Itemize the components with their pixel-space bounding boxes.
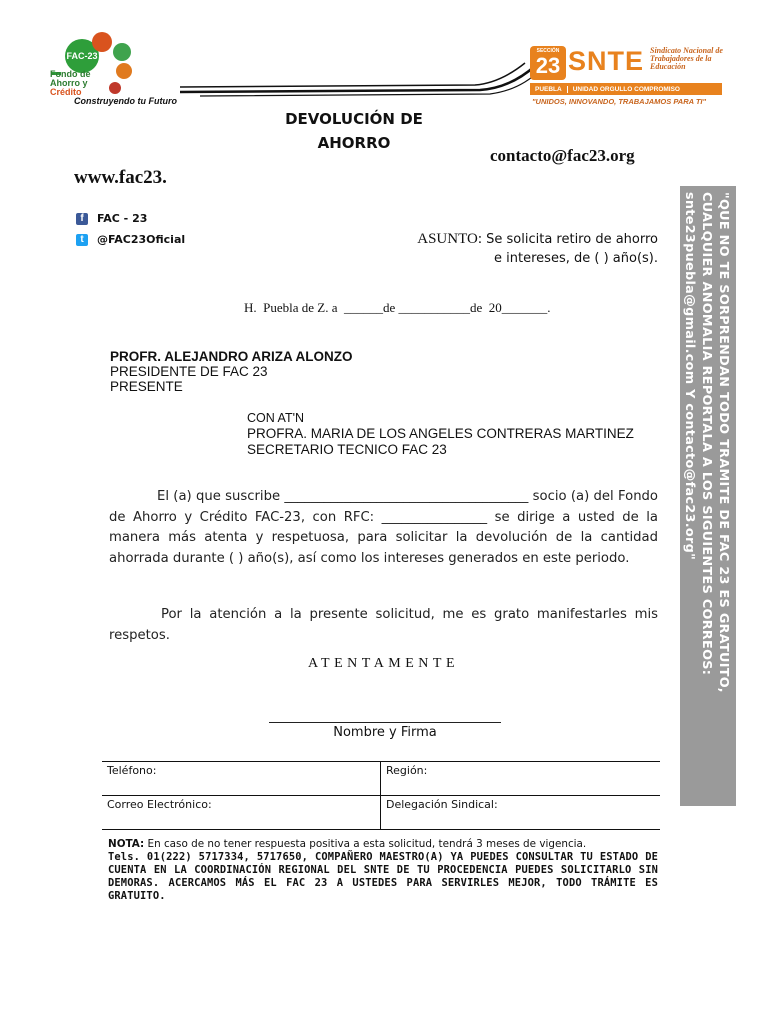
place-date-line: H. Puebla de Z. a ______de ___________de 20_______. (244, 300, 551, 315)
addressee-presente: PRESENTE (110, 379, 183, 394)
fac-name (50, 70, 91, 97)
fac-name-line: Fondo de (50, 69, 91, 79)
website-link[interactable]: www.fac23. (74, 167, 167, 188)
twitter-handle: @FAC23Oficial (97, 233, 186, 246)
table-row (102, 796, 660, 830)
side-banner-line: "QUE NO TE SORPRENDAN TODO TRAMITE DE FAC 23 ES GRATUITO, (716, 192, 731, 693)
subject-line: e intereses, de ( ) año(s). (494, 251, 658, 266)
twitter-icon: t (76, 234, 88, 246)
snte-logo (530, 46, 726, 110)
table-row (102, 762, 660, 796)
region-field[interactable]: Región: (381, 762, 661, 796)
addressee-block (110, 349, 353, 394)
fac-name-line: Ahorro y (50, 78, 88, 88)
attention-name: PROFRA. MARIA DE LOS ANGELES CONTRERAS MARTINEZ (247, 426, 634, 441)
delegation-field[interactable]: Delegación Sindical: (381, 796, 661, 830)
side-banner-line: CUALQUIER ANOMALIA REPORTALA A LOS SIGUIENTES CORREOS: (699, 192, 714, 676)
subject-label: ASUNTO: (417, 231, 482, 247)
fac-name-line: Crédito (50, 87, 82, 97)
attention-label: CON AT'N (247, 411, 305, 425)
attention-block (247, 410, 634, 458)
attention-role: SECRETARIO TECNICO FAC 23 (247, 442, 447, 457)
twitter-entry[interactable] (76, 233, 185, 246)
snte-section-number: 23 (535, 53, 561, 78)
closing-text: ATENTAMENTE (307, 656, 460, 671)
contact-info-table (102, 761, 660, 830)
snte-description: Sindicato Nacional de Trabajadores de la Educación (650, 46, 723, 71)
snte-section-badge (530, 46, 566, 80)
facebook-icon: f (76, 213, 88, 225)
snte-motto: "UNIDOS, INNOVANDO, TRABAJAMOS PARA TI" (532, 97, 707, 106)
snte-bar-item: UNIDAD ORGULLO COMPROMISO (572, 85, 680, 93)
body-paragraph: Por la atención a la presente solicitud, me es grato manifestarles mis respetos. (109, 607, 658, 643)
snte-bar-item: PUEBLA (530, 86, 568, 93)
addressee-name: PROFR. ALEJANDRO ARIZA ALONZO (110, 349, 353, 364)
title-line: DEVOLUCIÓN DE (285, 110, 423, 128)
subject-line: Se solicita retiro de ahorro (486, 232, 658, 247)
facebook-entry[interactable] (76, 212, 147, 225)
snte-wordmark: SNTE (568, 46, 645, 76)
title-line: AHORRO (317, 134, 391, 152)
snte-section-label: SECCIÓN (536, 48, 560, 54)
header-swoosh-decoration (180, 60, 540, 100)
fac-badge-text: FAC-23 (66, 51, 98, 61)
signature-line[interactable] (269, 722, 501, 723)
side-banner-line: snte23puebla@gmail.com Y contacto@fac23.org" (682, 192, 697, 561)
phone-field[interactable]: Teléfono: (102, 762, 381, 796)
note-label: NOTA: (108, 838, 145, 850)
contact-email[interactable]: contacto@fac23.org (490, 146, 635, 165)
document-title (250, 107, 458, 155)
addressee-role: PRESIDENTE DE FAC 23 (110, 364, 268, 379)
snte-bar (530, 83, 722, 95)
note-text: En caso de no tener respuesta positiva a esta solicitud, tendrá 3 meses de vigencia. (147, 838, 587, 850)
facebook-handle: FAC - 23 (97, 212, 148, 225)
note-bold-text: Tels. 01(222) 5717334, 5717650, COMPAÑERO MAESTRO(A) YA PUEDES CONSULTAR TU ESTADO DE CUENTA EN LA COORDINACIÓN REGIONAL DEL SNTE DE TU PROCEDENCIA PUEDES SOLICITARLO SIN DEMORAS. ACERCAMOS MÁS EL FAC 23 A USTEDES PARA SERVIRLES MEJOR, TODO TRÁMITE ES GRATUITO. (108, 851, 658, 902)
fac-slogan: Construyendo tu Futuro (74, 96, 177, 106)
body-paragraph: El (a) que suscribe _____________________________________ socio (a) del Fondo de Ahorro y Crédito FAC-23, con RFC: ________________ se dirige a usted de la manera más atenta y respetuosa, para solicitar la devolución de la cantidad ahorrada durante ( ) año(s), así como los intereses generados en este periodo. (109, 489, 658, 566)
email-field[interactable]: Correo Electrónico: (102, 796, 381, 830)
side-banner (680, 186, 736, 806)
note-block (108, 838, 658, 903)
side-banner-text (680, 186, 736, 806)
subject-block (380, 230, 658, 268)
signature-label: Nombre y Firma (333, 725, 437, 740)
